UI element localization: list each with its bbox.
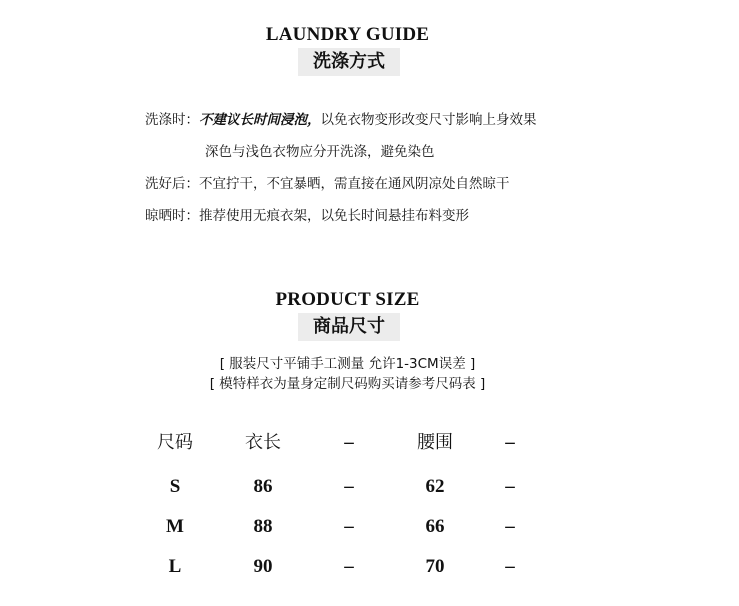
length-cell: 88: [253, 516, 273, 537]
dash-cell: –: [344, 516, 354, 537]
dash-cell: –: [505, 476, 515, 497]
care-instruction-hanging: [145, 207, 469, 225]
dash-cell: –: [505, 556, 515, 577]
size-cell: M: [166, 516, 184, 537]
header-dash: –: [505, 432, 515, 453]
care-label: 洗好后：: [145, 176, 199, 192]
care-emphasis: 不建议长时间浸泡，: [199, 112, 321, 128]
waist-cell: 66: [425, 516, 445, 537]
size-cell: S: [169, 476, 181, 497]
size-cell: L: [168, 556, 182, 577]
dash-cell: –: [344, 556, 354, 577]
care-instruction-color: [205, 143, 435, 161]
length-cell: 86: [253, 476, 273, 497]
product-size-title: PRODUCT SIZE: [275, 289, 420, 310]
care-instruction-drying: [145, 175, 510, 193]
header-dash: –: [344, 432, 354, 453]
product-size-subtitle: 商品尺寸: [298, 313, 400, 341]
header-length: 衣长: [245, 432, 281, 453]
care-text: 推荐使用无痕衣架，以免长时间悬挂布料变形: [199, 208, 469, 224]
dash-cell: –: [344, 476, 354, 497]
care-text: 深色与浅色衣物应分开洗涤，避免染色: [205, 144, 435, 160]
header-size: 尺码: [157, 432, 193, 453]
care-label: 晾晒时：: [145, 208, 199, 224]
measurement-note: [ 服装尺寸平铺手工测量 允许1-3CM误差 ]: [219, 356, 476, 372]
laundry-guide-title: LAUNDRY GUIDE: [265, 24, 430, 45]
care-label: 洗涤时：: [145, 112, 199, 128]
dash-cell: –: [505, 516, 515, 537]
model-size-note: [ 模特样衣为量身定制尺码购买请参考尺码表 ]: [209, 376, 486, 392]
length-cell: 90: [253, 556, 273, 577]
waist-cell: 62: [425, 476, 445, 497]
care-instruction-washing: [145, 111, 537, 129]
header-waist: 腰围: [417, 432, 453, 453]
waist-cell: 70: [425, 556, 445, 577]
care-text: 以免衣物变形改变尺寸影响上身效果: [320, 112, 537, 128]
care-text: 不宜拧干，不宜暴晒，需直接在通风阴凉处自然晾干: [199, 176, 510, 192]
laundry-guide-subtitle: 洗涤方式: [298, 48, 400, 76]
